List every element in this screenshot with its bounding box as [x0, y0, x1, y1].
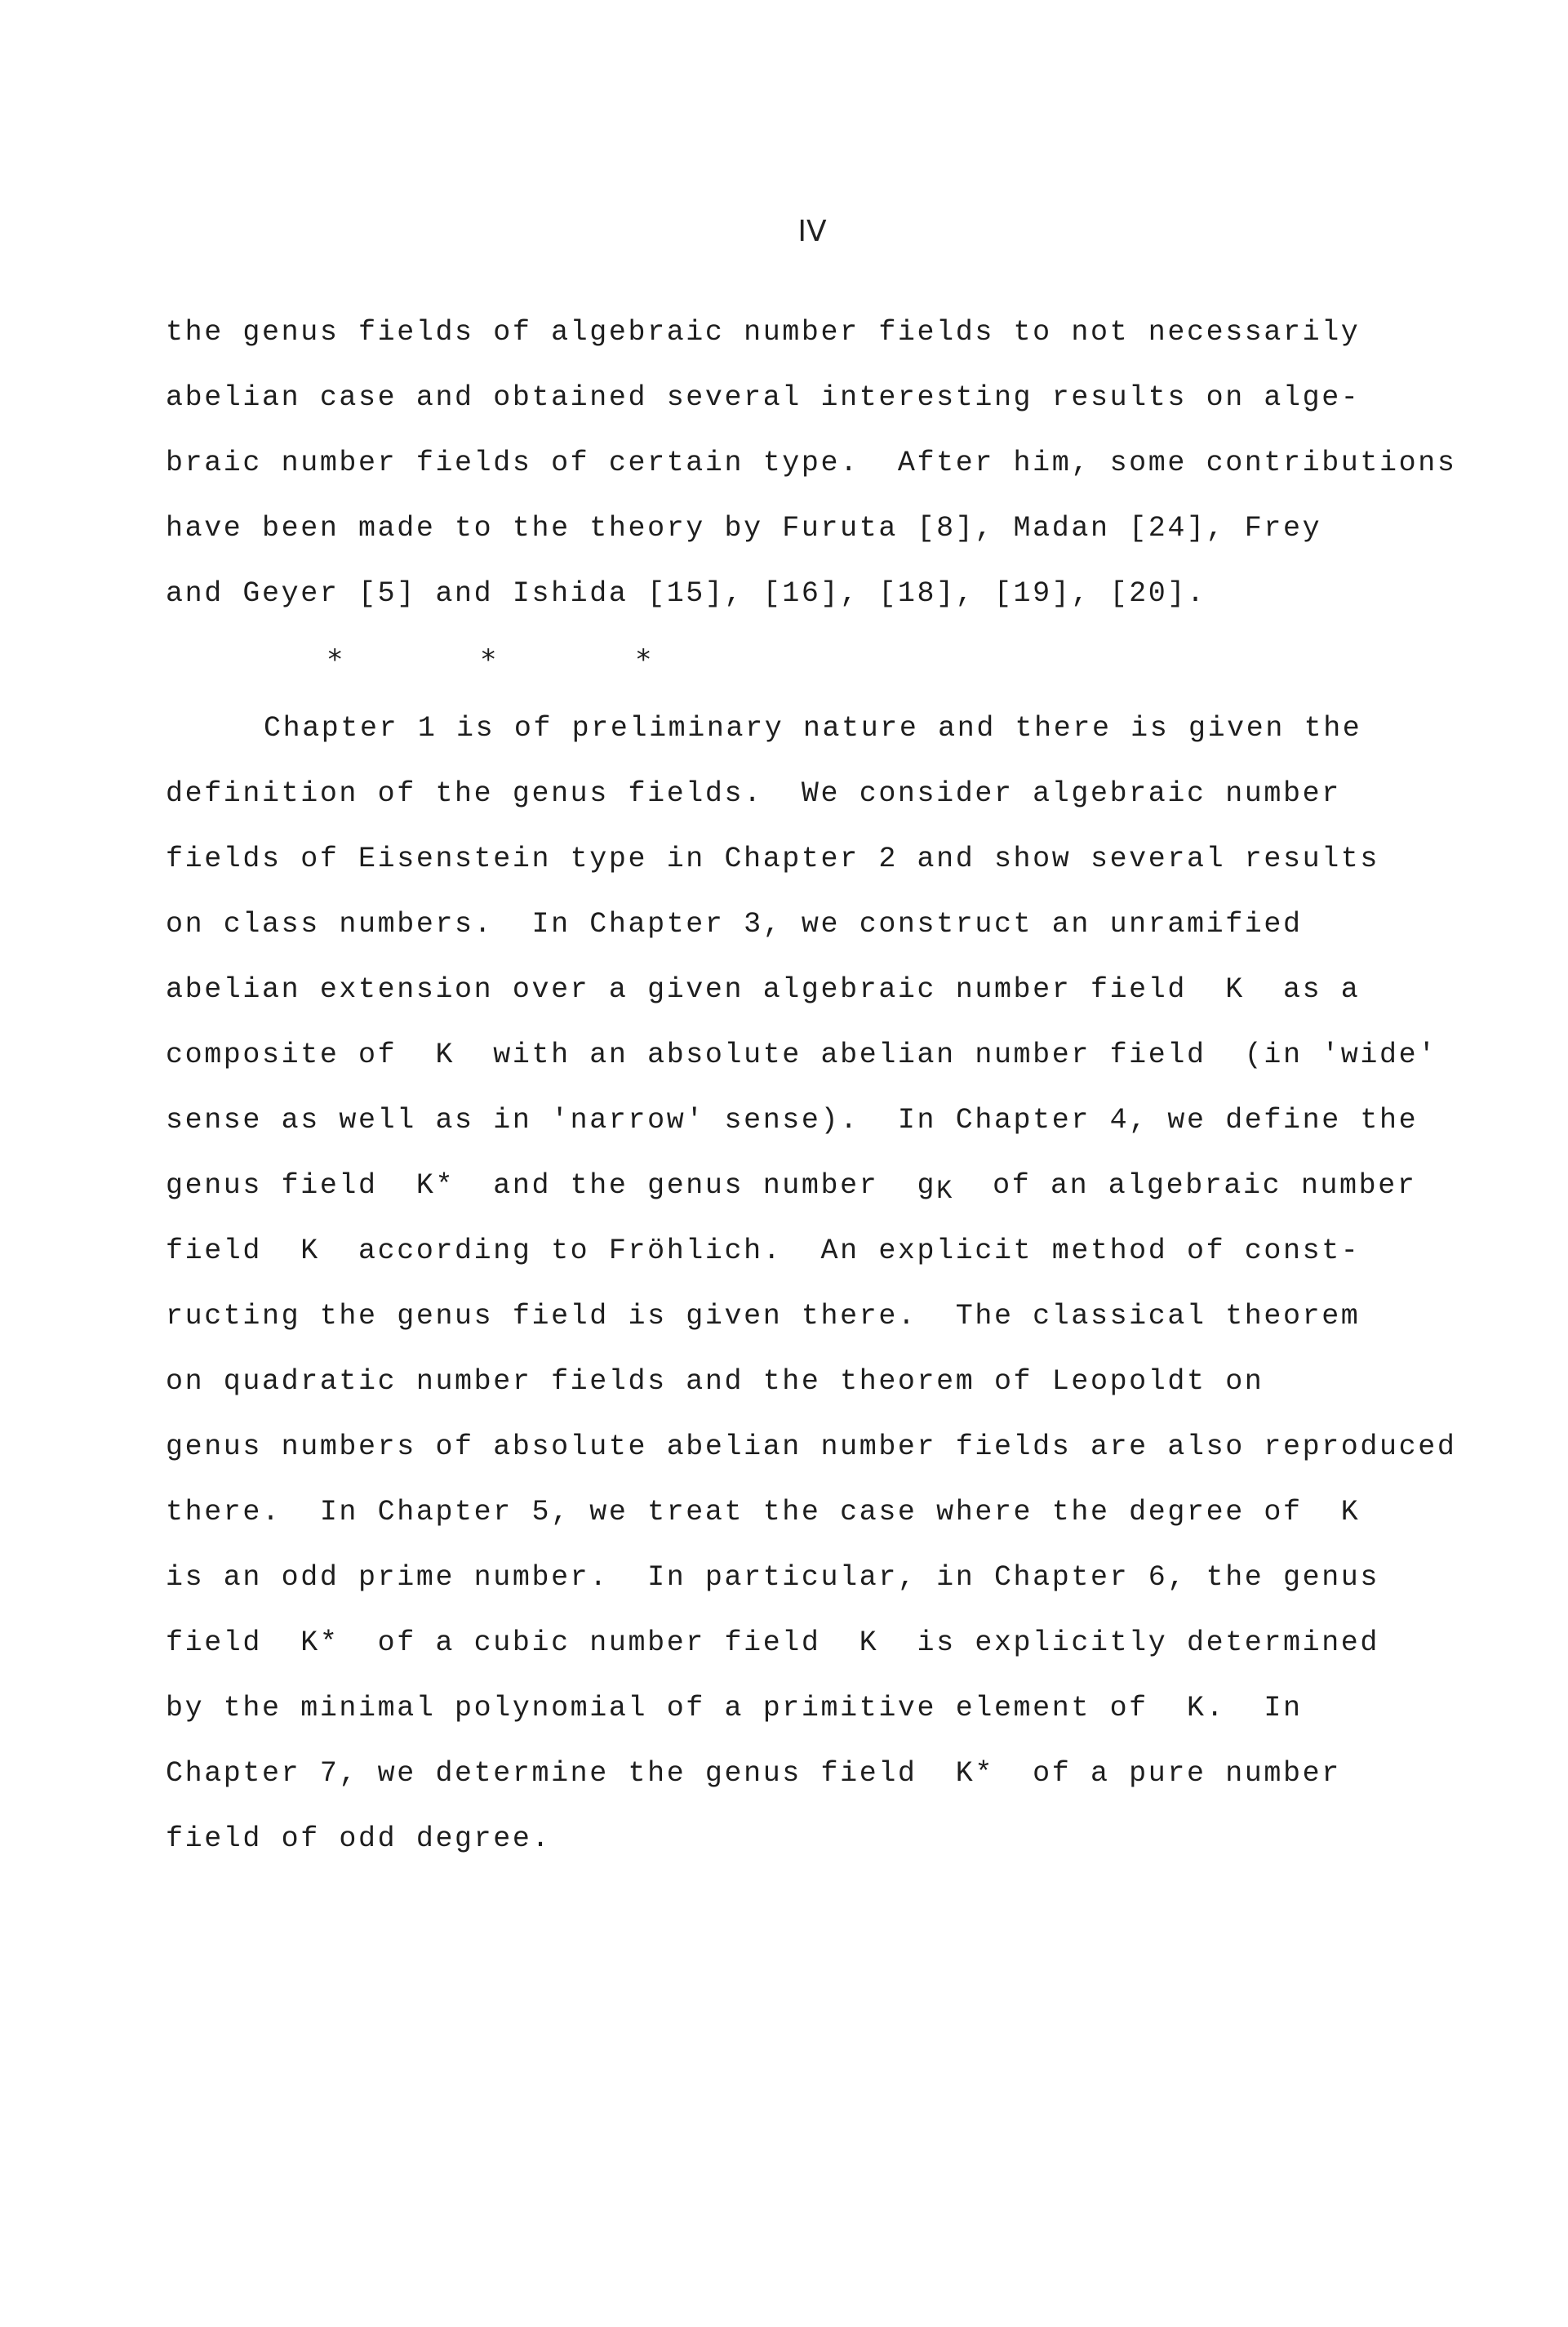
text-line: and Geyer [5] and Ishida [15], [16], [18], [19], [20].	[166, 577, 1206, 610]
text-line: by the minimal polynomial of a primitive element of K. In	[166, 1692, 1303, 1724]
text-line: sense as well as in 'narrow' sense). In Chapter 4, we define the	[166, 1104, 1419, 1137]
text-line: definition of the genus fields. We consider algebraic number	[166, 777, 1341, 810]
text-line: Chapter 1 is of preliminary nature and there is given the	[264, 712, 1362, 745]
text-line: field of odd degree.	[166, 1822, 552, 1855]
asterisk: *	[635, 643, 652, 676]
text-line: abelian extension over a given algebraic number field K as a	[166, 973, 1361, 1006]
text-line: is an odd prime number. In particular, in Chapter 6, the genus	[166, 1561, 1380, 1594]
text-line: braic number fields of certain type. After him, some contributions	[166, 447, 1457, 479]
text-line-genus-number	[166, 1168, 1416, 1204]
page-number: IV	[797, 215, 827, 248]
asterisk: *	[480, 643, 497, 676]
text-line: genus numbers of absolute abelian number fields are also reproduced	[166, 1430, 1457, 1463]
text-line: have been made to the theory by Furuta [8], Madan [24], Frey	[166, 512, 1322, 545]
text-line: on quadratic number fields and the theorem of Leopoldt on	[166, 1365, 1264, 1398]
text-line: field K according to Fröhlich. An explicit method of const-	[166, 1235, 1361, 1267]
text-line: field K* of a cubic number field K is explicitly determined	[166, 1626, 1380, 1659]
genus-subscript: K	[936, 1176, 954, 1206]
text-line: the genus fields of algebraic number fields to not necessarily	[166, 316, 1361, 349]
text-segment: genus field K* and the genus number g	[166, 1169, 937, 1202]
text-line: there. In Chapter 5, we treat the case where the degree of K	[166, 1496, 1361, 1528]
text-line: Chapter 7, we determine the genus field K* of a pure number	[166, 1757, 1341, 1790]
text-line: abelian case and obtained several interesting results on alge-	[166, 381, 1361, 414]
asterisk: *	[326, 643, 344, 676]
text-line: on class numbers. In Chapter 3, we construct an unramified	[166, 908, 1303, 941]
section-separator	[0, 642, 1568, 683]
text-line: ructing the genus field is given there. The classical theorem	[166, 1300, 1361, 1333]
text-line: fields of Eisenstein type in Chapter 2 and show several results	[166, 843, 1380, 875]
text-segment: of an algebraic number	[953, 1169, 1417, 1202]
text-line: composite of K with an absolute abelian number field (in 'wide'	[166, 1039, 1437, 1071]
